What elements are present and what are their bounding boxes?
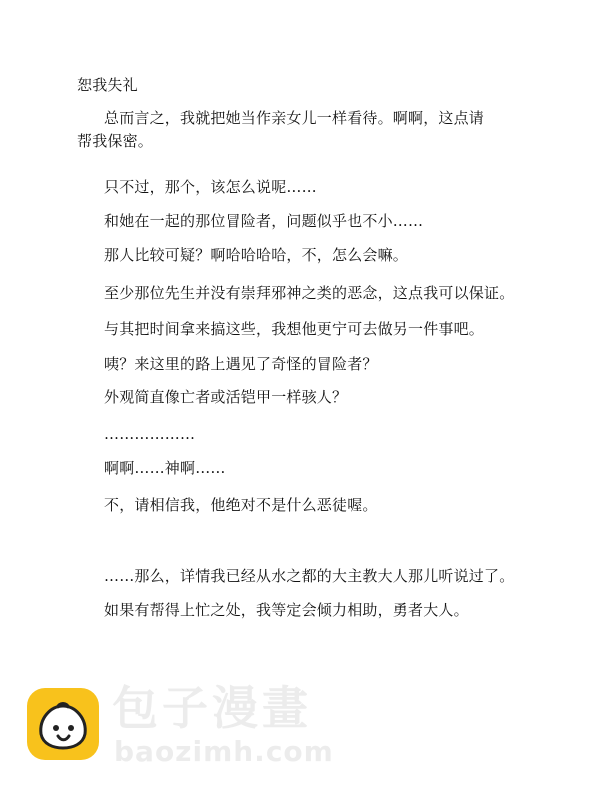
watermark-title: 包子漫畫 bbox=[112, 681, 312, 735]
baozi-mascot-icon bbox=[27, 688, 99, 760]
text-line: ……那么，详情我已经从水之都的大主教大人那儿听说过了。 bbox=[104, 567, 515, 585]
text-line: 不，请相信我，他绝对不是什么恶徒喔。 bbox=[104, 496, 378, 514]
text-line: 恕我失礼 bbox=[77, 76, 138, 94]
text-line: 啊啊……神啊…… bbox=[104, 459, 226, 477]
text-paragraph: 总而言之，我就把她当作亲女儿一样看待。啊啊，这点请帮我保密。 bbox=[77, 109, 485, 150]
text-line: 如果有帮得上忙之处，我等定会倾力相助，勇者大人。 bbox=[104, 601, 469, 619]
text-line: 和她在一起的那位冒险者，问题似乎也不小…… bbox=[104, 212, 424, 230]
text-line: 外观简直像亡者或活铠甲一样骇人？ bbox=[104, 388, 348, 406]
text-line: 咦？来这里的路上遇见了奇怪的冒险者？ bbox=[104, 355, 378, 373]
text-line: 只不过，那个，该怎么说呢…… bbox=[104, 178, 317, 196]
text-line: 至少那位先生并没有崇拜邪神之类的恶念，这点我可以保证。 bbox=[104, 284, 515, 302]
text-line: 与其把时间拿来搞这些，我想他更宁可去做另一件事吧。 bbox=[104, 320, 485, 338]
watermark-url: baozimh.com bbox=[114, 735, 334, 768]
baozi-logo-icon bbox=[27, 688, 99, 760]
text-line: ……………… bbox=[104, 425, 196, 443]
text-line: 那人比较可疑？啊哈哈哈哈，不，怎么会嘛。 bbox=[104, 246, 409, 264]
